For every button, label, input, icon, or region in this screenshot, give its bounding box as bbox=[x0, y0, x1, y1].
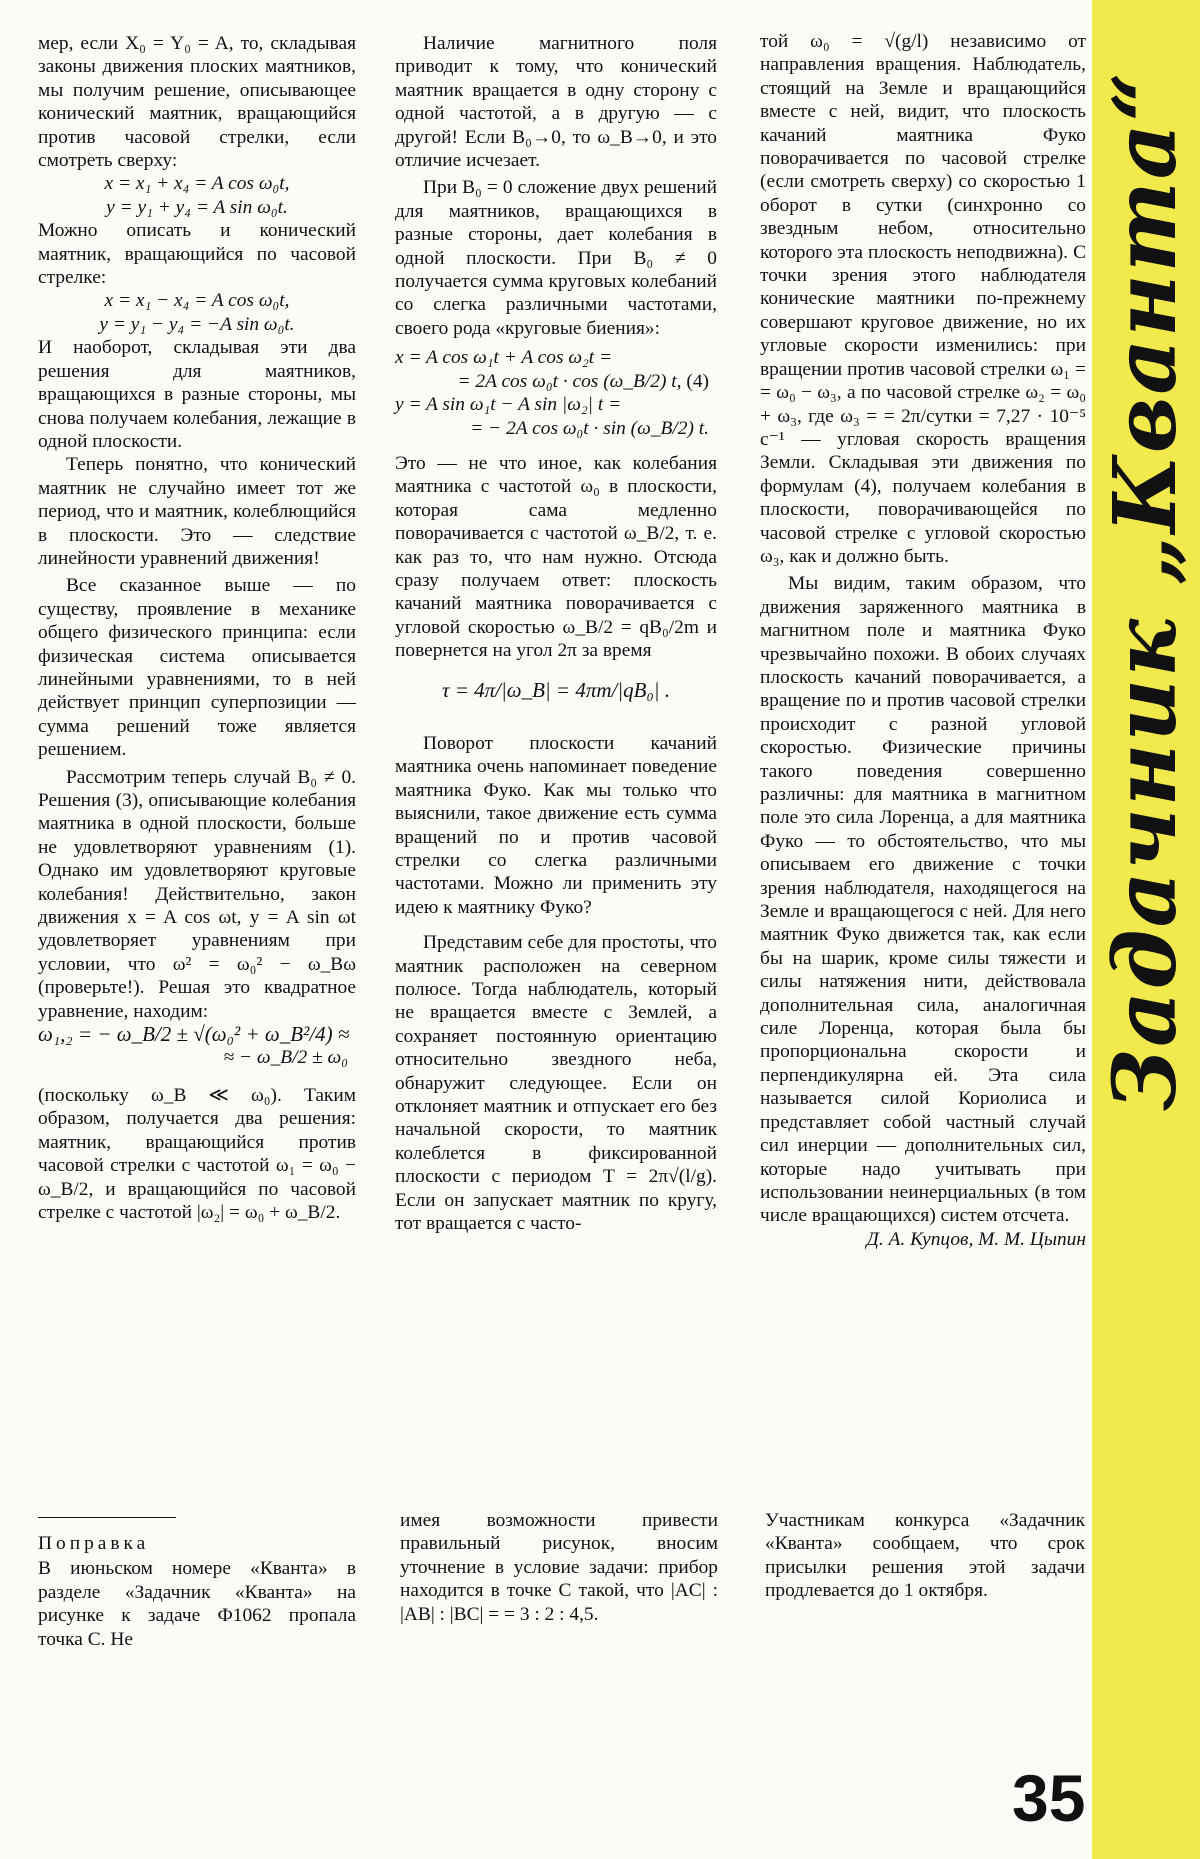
notice-right-text: Участникам конкурса «Задачник «Кванта» сообщаем, что срок присылки решения этой задачи продлевается до 1 октября. bbox=[765, 1510, 1085, 1602]
col2-formula-1c: y = A sin ω₁t − A sin |ω₂| t = bbox=[395, 394, 622, 416]
col1-formula-2b: y = y₁ − y₄ = −A sin ω₀t. bbox=[99, 313, 295, 335]
col3-paragraph-1: той ω₀ = √(g/l) независимо от направления вращения. Наблюдатель, стоящий на Земле и вращающийся вместе с ней, видит, что плоскость качаний маятника Фуко поворачивается по часовой стрелке (если смотреть сверху) со скоростью 1 оборот в сутки (синхронно со звездным небом, относительно которого эта плоскость неподвижна). С точки зрения этого наблюдателя конические маятники по-прежнему совершают круговое движение, но их угловые скорости изменились: при вращении против часовой стрелки ω₁ = = ω₀ − ω₃, а по часовой стрелке ω₂ = ω₀ + ω₃, где ω₃ = = 2π/сутки = 7,27 · 10⁻⁵ с⁻¹ — угловая скорость вращения Земли. Складывая эти движения по формулам (4), получаем колебания в плоскости, поворачивающейся по часовой стрелке с угловой скоростью ω₃, как и должно быть. bbox=[760, 31, 1086, 567]
col1-paragraph-3: И наоборот, складывая эти два решения для маятников, вращающихся в разные стороны, мы снова получаем колебания, лежащие в одной плоскости. bbox=[38, 337, 356, 452]
col2-formula-2: τ = 4π/|ω_B| = 4πm/|qB₀| . bbox=[441, 677, 671, 702]
column-3 bbox=[760, 30, 1086, 1251]
col2-formula-1a: x = A cos ω₁t + A cos ω₂t = bbox=[395, 347, 613, 369]
col1-paragraph-6: Рассмотрим теперь случай B₀ ≠ 0. Решения (3), описывающие колебания маятника в одной плоскости, больше не удовлетворяют уравнениям (1). Однако им удовлетворяют круговые колебания! Действительно, закон движения x = A cos ωt, y = A sin ωt удовлетворяет уравнениям при условии, что ω² = ω₀² − ω_Bω (проверьте!). Решая это квадратное уравнение, находим: bbox=[38, 766, 356, 1022]
col1-paragraph-2: Можно описать и конический маятник, вращающийся по часовой стрелке: bbox=[38, 220, 356, 289]
col2-formula-1b bbox=[395, 370, 717, 393]
col1-paragraph-1: мер, если X₀ = Y₀ = A, то, складывая законы движения плоских маятников, мы получим решение, описывающее конический маятник, вращающийся против часовой стрелки, если смотреть сверху: bbox=[38, 33, 356, 172]
col1-formula-1a: x = x₁ + x₄ = A cos ω₀t, bbox=[104, 173, 290, 195]
author-signature: Д. А. Купцов, М. М. Цыпин bbox=[866, 1228, 1086, 1250]
col3-paragraph-2: Мы видим, таким образом, что движения заряженного маятника в магнитном поле и маятника Фуко чрезвычайно похожи. В обоих случаях плоскость качаний поворачивается, а вращение по и против часовой стрелки происходит с разной угловой скоростью. Физические причины такого поведения совершенно различны: для маятника в магнитном поле это сила Лоренца, а для маятника Фуко — то обстоятельство, что мы описываем его движение с точки зрения наблюдателя, находящегося на Земле и вращающегося с ней. Для него маятник Фуко движется так, как если бы на шарик, кроме силы тяжести и силы натяжения нити, действовала дополнительная сила, аналогичная силе Лоренца, которая была бы пропорциональна скорости и перпендикулярна ей. Эта сила называется силой Кориолиса и представляет собой частный случай сил инерции — дополнительных сил, которые надо учитывать при использовании неинерциальных (в том числе вращающихся) систем отсчета. bbox=[760, 573, 1086, 1227]
column-1 bbox=[38, 32, 356, 1224]
col2-paragraph-4: Поворот плоскости качаний маятника очень напоминает поведение маятника Фуко. Как мы только что выяснили, такое движение есть сумма вращений по и против часовой стрелки со слегка различными частотами. Можно ли применить эту идею к маятнику Фуко? bbox=[395, 732, 717, 918]
notice-middle-text: имея возможности привести правильный рисунок, вносим уточнение в условие задачи: прибор находится в точке C такой, что |AC| : |AB| : |BC| = = 3 : 2 : 4,5. bbox=[400, 1510, 718, 1625]
col1-paragraph-7: (поскольку ω_B ≪ ω₀). Таким образом, получается два решения: маятник, вращающийся против часовой стрелки с частотой ω₁ = ω₀ − ω_B/2, и вращающийся по часовой стрелке с частотой |ω₂| = ω₀ + ω_B/2. bbox=[38, 1084, 356, 1223]
col2-paragraph-2: При B₀ = 0 сложение двух решений для маятников, вращающихся в разные стороны, дает колебания в одной плоскости. При B₀ ≠ 0 получается сумма круговых колебаний со слегка различными частотами, своего рода «круговые биения»: bbox=[395, 177, 717, 339]
col2-formula-1b-text: = 2A cos ω₀t · cos (ω_B/2) t, bbox=[457, 370, 682, 392]
notice-heading: Поправка bbox=[38, 1533, 150, 1554]
col2-paragraph-1: Наличие магнитного поля приводит к тому, что конический маятник вращается в одну сторону с одной частотой, а в другую — с другой! Если B₀→0, то ω_B→0, и это отличие исчезает. bbox=[395, 33, 717, 172]
column-2 bbox=[395, 32, 717, 1236]
section-title-text: Задачник „Кванта“ bbox=[1094, 69, 1196, 1111]
col1-paragraph-5: Все сказанное выше — по существу, проявление в механике общего физического принципа: если физическая система описывается линейными уравнениями, то в ней действует принцип суперпозиции — сумма решений тоже является решением. bbox=[38, 575, 356, 761]
section-title bbox=[1095, 40, 1195, 1140]
col2-formula-number: (4) bbox=[686, 370, 709, 392]
col1-formula-1b: y = y₁ + y₄ = A sin ω₀t. bbox=[106, 196, 288, 218]
col1-paragraph-4: Теперь понятно, что конический маятник не случайно имеет тот же период, что и маятник, колеблющийся в плоскости. Это — следствие линейности уравнений движения! bbox=[38, 454, 356, 569]
notice-left-text: В июньском номере «Кванта» в разделе «Задачник «Кванта» на рисунке к задаче Ф1062 пропала точка C. Не bbox=[38, 1558, 356, 1650]
footnote-rule bbox=[38, 1517, 176, 1518]
col1-formula-3a: ω₁,₂ = − ω_B/2 ± √(ω₀² + ω_B²/4) ≈ bbox=[38, 1022, 350, 1047]
col2-paragraph-3: Это — не что иное, как колебания маятника с частотой ω₀ в плоскости, которая сама медленно поворачивается с частотой ω_B/2, т. е. как раз то, что нам нужно. Отсюда сразу получаем ответ: плоскость качаний маятника поворачивается с угловой скоростью ω_B/2 = qB₀/2m и повернется на угол 2π за время bbox=[395, 452, 717, 662]
notice-left bbox=[38, 1532, 356, 1651]
col1-formula-2a: x = x₁ − x₄ = A cos ω₀t, bbox=[104, 290, 290, 312]
notice-right bbox=[765, 1509, 1085, 1603]
page-number: 35 bbox=[1012, 1761, 1086, 1835]
col2-formula-1d: = − 2A cos ω₀t · sin (ω_B/2) t. bbox=[470, 417, 709, 439]
notice-middle bbox=[400, 1509, 718, 1626]
col2-paragraph-5: Представим себе для простоты, что маятник расположен на северном полюсе. Тогда наблюдатель, который не вращается вместе с Землей, а сохраняет постоянную ориентацию относительно звездного неба, обнаружит следующее. Если он отклоняет маятник и отпускает его без начальной скорости, то маятник колеблется в фиксированной плоскости с периодом T = 2π√(l/g). Если он запускает маятник по кругу, тот вращается с часто- bbox=[395, 932, 717, 1235]
col1-formula-3b: ≈ − ω_B/2 ± ω₀ bbox=[223, 1047, 348, 1069]
